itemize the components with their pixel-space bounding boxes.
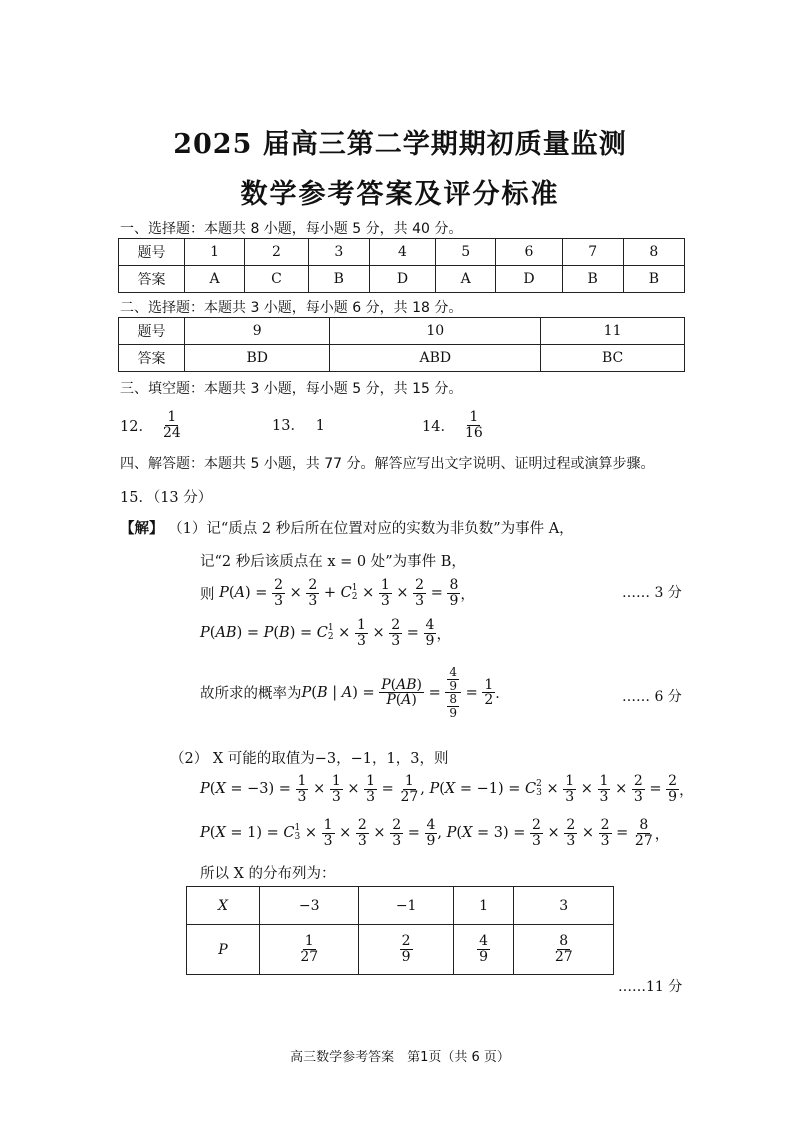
table-cell: BD	[185, 345, 330, 372]
table-cell: B	[308, 266, 369, 293]
denominator: 16	[464, 424, 483, 441]
table-cell: BC	[541, 345, 685, 372]
table-cell: A	[185, 266, 245, 293]
table-cell: D	[369, 266, 435, 293]
table-cell	[359, 925, 453, 975]
distribution-table	[186, 886, 614, 975]
q15-label: 15．（13 分）	[120, 490, 213, 506]
q12-label: 12．	[120, 418, 153, 435]
row-label-answer: 答案	[119, 266, 185, 293]
score-3: …… 3 分	[622, 585, 682, 601]
q12-fraction	[161, 410, 183, 440]
table-cell: B	[623, 266, 684, 293]
denominator: 9	[401, 949, 411, 965]
formula-px-neg: P(X = −3) = $\frac{1}{3}$ × $\frac{1}{3}$ × $\frac{1}{3}$ = $\frac{1}{27}$ , P(X = −1) = C 2 3 × $\frac{1}{3}$ × $\frac{1}{3}$ × $\frac{2}{3}$ = $\frac{2}{9}$ ，	[200, 773, 694, 805]
score-6: …… 6 分	[622, 689, 682, 705]
q13-label: 13．	[272, 418, 305, 434]
table-cell: 8	[623, 239, 684, 266]
row-label-answer: 答案	[119, 345, 185, 372]
formula-pab: P(AB) = P(B) = C 1 2 × $\frac{1}{3}$ × $\frac{2}{3}$ = $\frac{4}{9}$ ，	[200, 617, 451, 649]
conclude-text: 故所求的概率为	[200, 686, 302, 703]
table-cell: 3	[514, 887, 614, 925]
section3-heading: 三、填空题：本题共 3 小题，每小题 5 分，共 15 分。	[120, 381, 463, 397]
section2-table	[118, 317, 685, 372]
denominator: 27	[300, 949, 319, 965]
page-title: 2025 届高三第二学期期初质量监测	[173, 129, 627, 160]
section4-heading: 四、解答题：本题共 5 小题，共 77 分。解答应写出文字说明、证明过程或演算步骤。	[120, 456, 655, 472]
table-cell	[260, 925, 359, 975]
numerator: 8	[559, 933, 569, 950]
table-cell: C	[245, 266, 308, 293]
table-row	[119, 318, 685, 345]
table-cell: B	[562, 266, 623, 293]
section1-heading: 一、选择题：本题共 8 小题，每小题 5 分，共 40 分。	[120, 221, 463, 237]
row-label-question: 题号	[119, 318, 185, 345]
table-cell: D	[496, 266, 562, 293]
q15-part1-line	[120, 517, 574, 538]
table-cell: 7	[562, 239, 623, 266]
denominator: 24	[162, 424, 181, 441]
answer-13	[272, 414, 325, 435]
table-row	[187, 925, 614, 975]
denominator: 27	[554, 949, 573, 965]
formula-px-pos: P(X = 1) = C 1 3 × $\frac{1}{3}$ × $\frac{2}{3}$ × $\frac{2}{3}$ = $\frac{4}{9}$ , P(X = 3) = $\frac{2}{3}$ × $\frac{2}{3}$ × $\frac{2}{3}$ = $\frac{8}{27}$ ，	[200, 817, 670, 849]
table-cell: 1	[453, 887, 514, 925]
numerator: 2	[401, 933, 411, 950]
table-cell: 5	[436, 239, 496, 266]
row-label-question: 题号	[119, 239, 185, 266]
table-cell: 6	[496, 239, 562, 266]
numerator: 4	[479, 933, 489, 950]
table-cell: 4	[369, 239, 435, 266]
section1-table	[118, 238, 685, 293]
formula-pa: 则 P(A) = $\frac{2}{3}$ × $\frac{2}{3}$ + C 1 2 × $\frac{1}{3}$ × $\frac{2}{3}$ = $\frac{8}{9}$ ，	[200, 577, 475, 609]
answer-14	[422, 410, 485, 440]
page-subtitle: 数学参考答案及评分标准	[240, 179, 560, 210]
solve-tag: 【解】	[120, 521, 164, 537]
answer-12	[120, 410, 183, 440]
formula-conditional: 故所求的概率为 P(B | A) = $\frac{P(AB)}{P(A)}$ = $\frac{\frac{4}{9}}{\frac{8}{9}}$ = $\frac{1}{2}$ ．	[200, 665, 510, 720]
table-row	[119, 266, 685, 293]
numerator: 1	[304, 933, 314, 950]
table-cell: A	[436, 266, 496, 293]
q13-value: 1	[315, 418, 325, 434]
table-row	[119, 239, 685, 266]
part1-lead: （1）记“质点 2 秒后所在位置对应的实数为非负数”为事件 A，	[168, 521, 574, 537]
numerator: 1	[469, 409, 479, 425]
table-cell: 3	[308, 239, 369, 266]
table-cell	[514, 925, 614, 975]
then-word: 则	[200, 586, 215, 603]
table-cell: ABD	[330, 345, 541, 372]
table-cell: −3	[260, 887, 359, 925]
x-label: X	[187, 887, 260, 925]
page-footer: 高三数学参考答案 第1页（共 6 页）	[290, 1050, 510, 1065]
denominator: 9	[479, 949, 489, 965]
table-cell: 1	[185, 239, 245, 266]
p-label: P	[187, 925, 260, 975]
numerator: 1	[167, 409, 177, 425]
score-11: ……11 分	[618, 979, 683, 995]
event-b-definition: 记“2 秒后该质点在 x = 0 处”为事件 B，	[200, 554, 466, 570]
table-cell: 9	[185, 318, 330, 345]
table-row	[187, 887, 614, 925]
table-cell	[453, 925, 514, 975]
part2-lead: （2） X 可能的取值为−3，−1，1，3，则	[170, 751, 449, 767]
table-cell: 10	[330, 318, 541, 345]
table-cell: −1	[359, 887, 453, 925]
table-row	[119, 345, 685, 372]
q14-label: 14．	[422, 418, 455, 435]
q14-fraction	[463, 410, 485, 440]
table-cell: 2	[245, 239, 308, 266]
section2-heading: 二、选择题：本题共 3 小题，每小题 6 分，共 18 分。	[120, 300, 463, 316]
distribution-lead: 所以 X 的分布列为：	[200, 866, 336, 882]
table-cell: 11	[541, 318, 685, 345]
